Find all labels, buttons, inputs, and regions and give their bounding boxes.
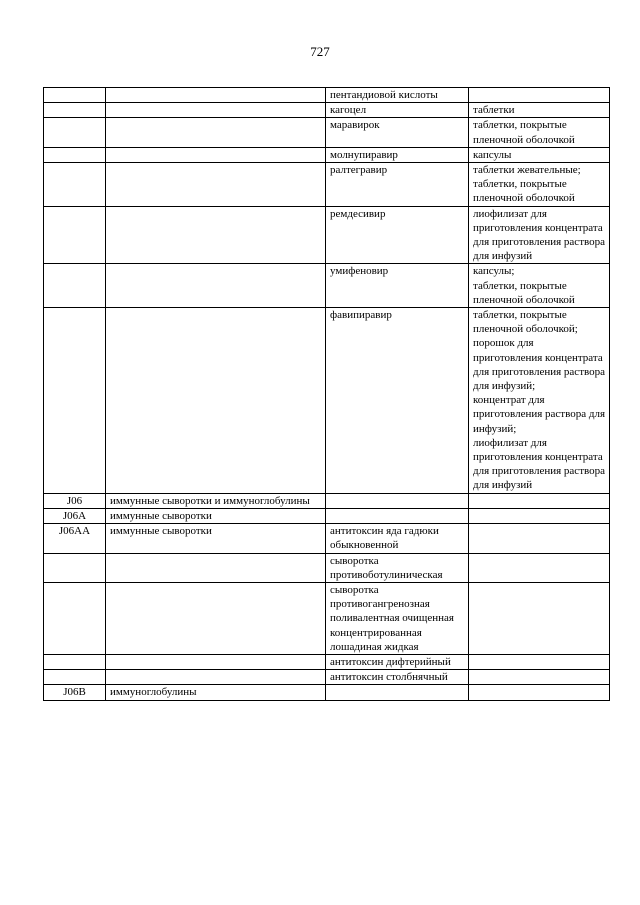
drug-name-cell: сыворотка противоботулиническая — [326, 553, 469, 582]
table-row — [44, 685, 610, 700]
atc-code-cell — [44, 264, 106, 308]
atc-code-cell — [44, 582, 106, 654]
drug-name-cell: маравирок — [326, 118, 469, 147]
anatomical-group-cell: иммуноглобулины — [106, 685, 326, 700]
anatomical-group-cell: иммунные сыворотки — [106, 508, 326, 523]
atc-code-cell — [44, 163, 106, 207]
dosage-form-cell — [469, 553, 610, 582]
atc-code-cell — [44, 206, 106, 264]
anatomical-group-cell — [106, 654, 326, 669]
anatomical-group-cell — [106, 670, 326, 685]
drug-name-cell — [326, 493, 469, 508]
dosage-form-cell: таблетки жевательные; таблетки, покрытые пленочной оболочкой — [469, 163, 610, 207]
anatomical-group-cell: иммунные сыворотки и иммуноглобулины — [106, 493, 326, 508]
dosage-form-cell — [469, 670, 610, 685]
dosage-form-cell — [469, 582, 610, 654]
dosage-form-cell: лиофилизат для приготовления концентрата для приготовления раствора для инфузий — [469, 206, 610, 264]
anatomical-group-cell — [106, 553, 326, 582]
anatomical-group-cell — [106, 308, 326, 494]
atc-code-cell — [44, 654, 106, 669]
table-row — [44, 147, 610, 162]
page-number: 727 — [310, 44, 330, 59]
table-row — [44, 582, 610, 654]
drug-name-cell: молнупиравир — [326, 147, 469, 162]
atc-code-cell: J06A — [44, 508, 106, 523]
drug-name-cell: антитоксин столбнячный — [326, 670, 469, 685]
drug-name-cell: пентандиовой кислоты — [326, 88, 469, 103]
dosage-form-cell — [469, 524, 610, 553]
drug-name-cell: антитоксин яда гадюки обыкновенной — [326, 524, 469, 553]
drug-name-cell: фавипиравир — [326, 308, 469, 494]
table-row — [44, 206, 610, 264]
anatomical-group-cell — [106, 118, 326, 147]
table-row — [44, 654, 610, 669]
atc-code-cell — [44, 308, 106, 494]
anatomical-group-cell — [106, 206, 326, 264]
atc-code-cell — [44, 88, 106, 103]
table-body — [44, 88, 610, 701]
anatomical-group-cell — [106, 582, 326, 654]
dosage-form-cell: капсулы — [469, 147, 610, 162]
dosage-form-cell: таблетки — [469, 103, 610, 118]
dosage-form-cell — [469, 493, 610, 508]
drug-name-cell: сыворотка противогангренозная поливалентная очищенная концентрированная лошадиная жидкая — [326, 582, 469, 654]
table-row — [44, 553, 610, 582]
drug-name-cell: умифеновир — [326, 264, 469, 308]
table-row — [44, 264, 610, 308]
anatomical-group-cell — [106, 264, 326, 308]
atc-code-cell — [44, 103, 106, 118]
anatomical-group-cell — [106, 147, 326, 162]
anatomical-group-cell — [106, 163, 326, 207]
dosage-form-cell — [469, 508, 610, 523]
dosage-form-cell — [469, 685, 610, 700]
atc-code-cell — [44, 147, 106, 162]
drug-name-cell: ралтегравир — [326, 163, 469, 207]
dosage-form-cell: таблетки, покрытые пленочной оболочкой — [469, 118, 610, 147]
drug-name-cell: антитоксин дифтерийный — [326, 654, 469, 669]
table-row — [44, 88, 610, 103]
atc-code-cell — [44, 553, 106, 582]
atc-code-cell: J06AA — [44, 524, 106, 553]
atc-code-cell: J06 — [44, 493, 106, 508]
medication-table — [43, 87, 610, 701]
dosage-form-cell: капсулы; таблетки, покрытые пленочной оболочкой — [469, 264, 610, 308]
dosage-form-cell: таблетки, покрытые пленочной оболочкой; порошок для приготовления концентрата для приготовления раствора для инфузий; концентрат для приготовления раствора для инфузий; лиофилизат для приготовления концентрата для приготовления раствора для инфузий — [469, 308, 610, 494]
table-row — [44, 308, 610, 494]
atc-code-cell — [44, 670, 106, 685]
atc-code-cell: J06B — [44, 685, 106, 700]
table-row — [44, 163, 610, 207]
drug-name-cell — [326, 685, 469, 700]
dosage-form-cell — [469, 654, 610, 669]
table-row — [44, 103, 610, 118]
anatomical-group-cell — [106, 88, 326, 103]
dosage-form-cell — [469, 88, 610, 103]
anatomical-group-cell: иммунные сыворотки — [106, 524, 326, 553]
atc-code-cell — [44, 118, 106, 147]
table-row — [44, 493, 610, 508]
drug-name-cell: ремдесивир — [326, 206, 469, 264]
table-row — [44, 524, 610, 553]
table-row — [44, 118, 610, 147]
drug-name-cell: кагоцел — [326, 103, 469, 118]
table-row — [44, 670, 610, 685]
anatomical-group-cell — [106, 103, 326, 118]
table-row — [44, 508, 610, 523]
drug-name-cell — [326, 508, 469, 523]
